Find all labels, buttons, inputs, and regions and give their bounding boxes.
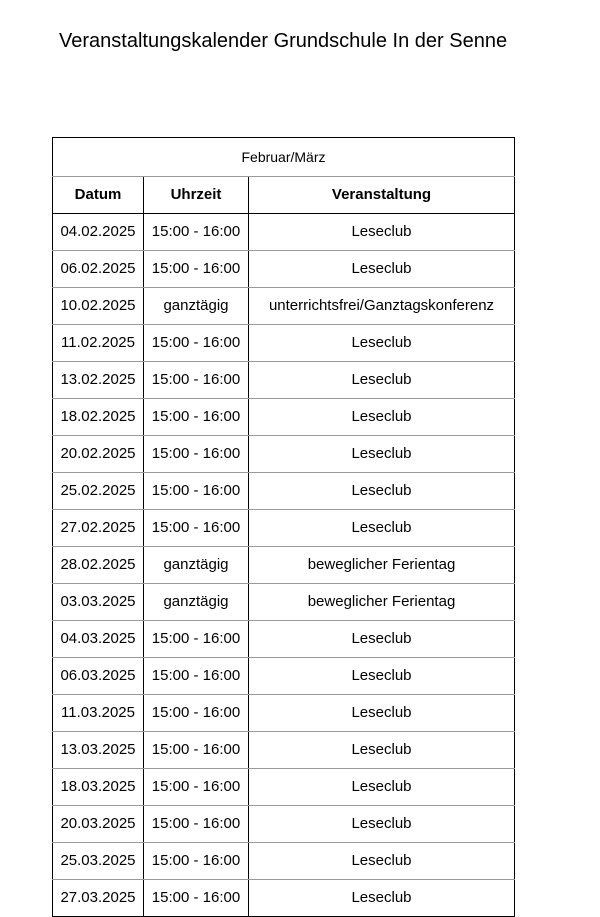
cell-date: 20.02.2025 — [53, 436, 144, 473]
cell-event: Leseclub — [249, 658, 515, 695]
cell-date: 11.03.2025 — [53, 695, 144, 732]
table-row — [53, 251, 515, 288]
column-header-time: Uhrzeit — [144, 177, 249, 214]
cell-time: ganztägig — [144, 547, 249, 584]
cell-date: 25.02.2025 — [53, 473, 144, 510]
cell-time: 15:00 - 16:00 — [144, 510, 249, 547]
cell-time: 15:00 - 16:00 — [144, 251, 249, 288]
table-row — [53, 399, 515, 436]
table-row — [53, 843, 515, 880]
period-label: Februar/März — [53, 138, 515, 177]
table-row — [53, 362, 515, 399]
cell-time: 15:00 - 16:00 — [144, 436, 249, 473]
cell-date: 11.02.2025 — [53, 325, 144, 362]
header-row — [53, 177, 515, 214]
cell-event: Leseclub — [249, 806, 515, 843]
cell-event: Leseclub — [249, 769, 515, 806]
table-row — [53, 325, 515, 362]
table-row — [53, 769, 515, 806]
cell-date: 20.03.2025 — [53, 806, 144, 843]
cell-date: 25.03.2025 — [53, 843, 144, 880]
cell-time: 15:00 - 16:00 — [144, 473, 249, 510]
cell-event: Leseclub — [249, 843, 515, 880]
cell-event: Leseclub — [249, 621, 515, 658]
cell-time: 15:00 - 16:00 — [144, 362, 249, 399]
table-row — [53, 436, 515, 473]
cell-event: Leseclub — [249, 880, 515, 917]
cell-time: 15:00 - 16:00 — [144, 806, 249, 843]
cell-event: Leseclub — [249, 214, 515, 251]
period-row — [53, 138, 515, 177]
cell-time: 15:00 - 16:00 — [144, 658, 249, 695]
cell-event: unterrichtsfrei/Ganztagskonferenz — [249, 288, 515, 325]
cell-date: 04.02.2025 — [53, 214, 144, 251]
cell-event: Leseclub — [249, 510, 515, 547]
table-row — [53, 806, 515, 843]
table-row — [53, 473, 515, 510]
cell-time: 15:00 - 16:00 — [144, 325, 249, 362]
cell-time: 15:00 - 16:00 — [144, 621, 249, 658]
cell-event: beweglicher Ferientag — [249, 584, 515, 621]
table-row — [53, 732, 515, 769]
cell-date: 28.02.2025 — [53, 547, 144, 584]
document-title: Veranstaltungskalender Grundschule In der Senne — [59, 30, 508, 52]
cell-event: Leseclub — [249, 436, 515, 473]
cell-time: 15:00 - 16:00 — [144, 732, 249, 769]
cell-date: 10.02.2025 — [53, 288, 144, 325]
cell-time: ganztägig — [144, 584, 249, 621]
cell-time: 15:00 - 16:00 — [144, 214, 249, 251]
cell-date: 18.02.2025 — [53, 399, 144, 436]
table-row — [53, 214, 515, 251]
table-row — [53, 695, 515, 732]
cell-date: 27.03.2025 — [53, 880, 144, 917]
table-body — [53, 214, 515, 917]
cell-date: 06.02.2025 — [53, 251, 144, 288]
cell-event: Leseclub — [249, 399, 515, 436]
cell-date: 27.02.2025 — [53, 510, 144, 547]
column-header-event: Veranstaltung — [249, 177, 515, 214]
cell-time: ganztägig — [144, 288, 249, 325]
cell-date: 06.03.2025 — [53, 658, 144, 695]
cell-date: 13.02.2025 — [53, 362, 144, 399]
cell-time: 15:00 - 16:00 — [144, 399, 249, 436]
cell-event: Leseclub — [249, 732, 515, 769]
cell-date: 04.03.2025 — [53, 621, 144, 658]
cell-date: 13.03.2025 — [53, 732, 144, 769]
column-header-date: Datum — [53, 177, 144, 214]
cell-event: beweglicher Ferientag — [249, 547, 515, 584]
cell-time: 15:00 - 16:00 — [144, 880, 249, 917]
cell-event: Leseclub — [249, 473, 515, 510]
cell-date: 18.03.2025 — [53, 769, 144, 806]
cell-event: Leseclub — [249, 695, 515, 732]
cell-event: Leseclub — [249, 251, 515, 288]
table-row — [53, 510, 515, 547]
cell-event: Leseclub — [249, 362, 515, 399]
event-calendar-table — [52, 137, 515, 917]
table-row — [53, 658, 515, 695]
cell-time: 15:00 - 16:00 — [144, 695, 249, 732]
table-row — [53, 547, 515, 584]
cell-date: 03.03.2025 — [53, 584, 144, 621]
table-row — [53, 584, 515, 621]
table-row — [53, 621, 515, 658]
cell-time: 15:00 - 16:00 — [144, 769, 249, 806]
table-row — [53, 288, 515, 325]
table-row — [53, 880, 515, 917]
cell-time: 15:00 - 16:00 — [144, 843, 249, 880]
cell-event: Leseclub — [249, 325, 515, 362]
